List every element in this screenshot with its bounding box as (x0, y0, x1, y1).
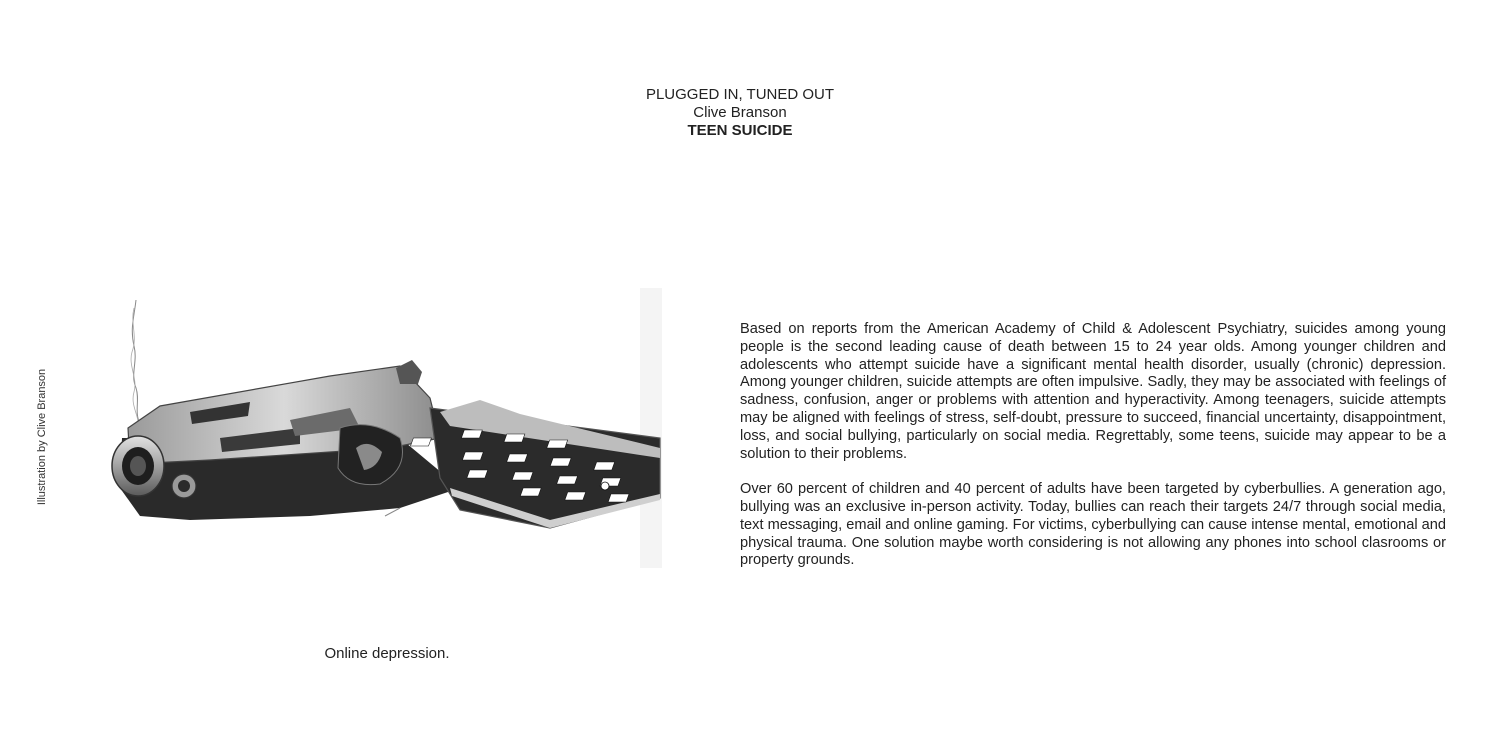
article-body (740, 321, 1446, 588)
illustration-caption: Online depression. (324, 645, 450, 662)
section-title: TEEN SUICIDE (687, 122, 793, 139)
smoking-gun-phone-icon (100, 288, 662, 570)
illustration-credit: Illustration by Clive Branson (36, 368, 48, 506)
illustration (100, 288, 662, 570)
article-paragraph: Over 60 percent of children and 40 percent of adults have been targeted by cyberbullies. A generation ago, bullying was an exclusive in-person activity. Today, bullies can reach their targets 24/7 through social media, text messaging, email and online gaming. For victims, cyberbullying can cause intense mental, emotional and physical trauma. One solution maybe worth considering is not allowing any phones into school clasrooms or property grounds. (740, 481, 1446, 569)
author-name: Clive Branson (693, 104, 787, 121)
series-title: PLUGGED IN, TUNED OUT (645, 86, 835, 103)
page-header (540, 86, 940, 140)
article-paragraph: Based on reports from the American Academy of Child & Adolescent Psychiatry, suicides among young people is the second leading cause of death between 15 to 24 year olds. Among younger children and adolescents who attempt suicide have a significant mental health disorder, usually (chronic) depression. Among younger children, suicide attempts are often impulsive. Sadly, they may be associated with feelings of sadness, confusion, anger or problems with attention and hyperactivity. Among teenagers, suicide attempts may be aligned with feelings of stress, self-doubt, pressure to succeed, financial uncertainty, disappointment, loss, and social bullying, particularly on social media. Regrettably, some teens, suicide may appear to be a solution to their problems. (740, 321, 1446, 462)
